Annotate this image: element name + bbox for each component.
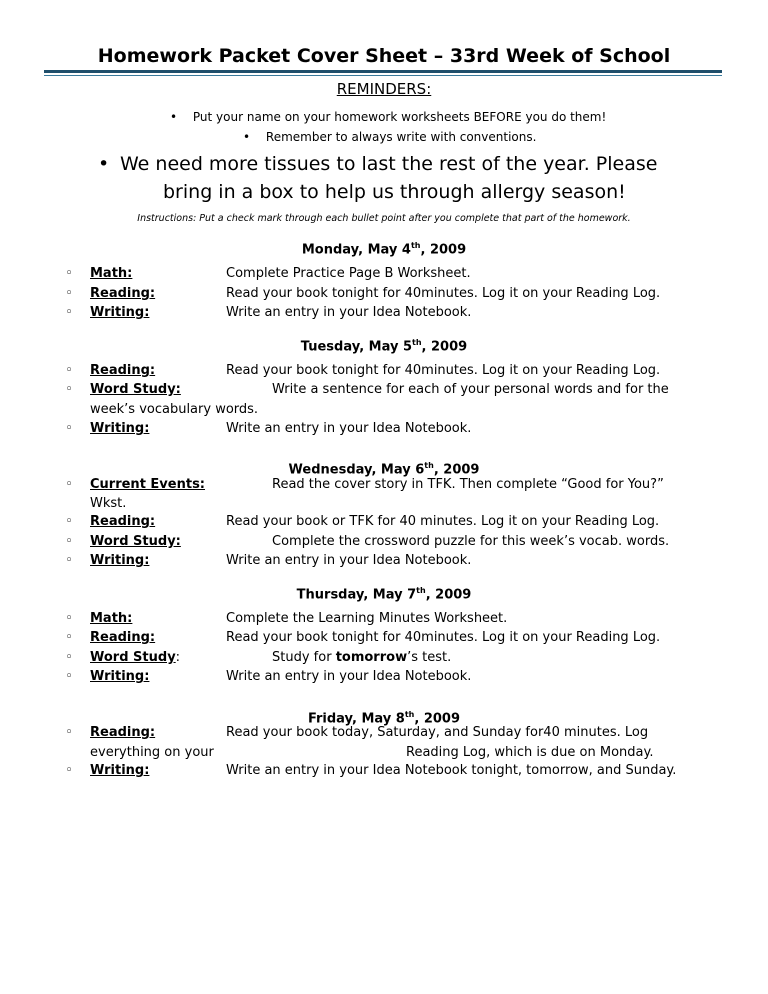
hollow-bullet-icon: ◦: [65, 421, 73, 436]
title-rule-thin: [44, 75, 722, 76]
title-rule-thick: [44, 70, 722, 73]
bullet-icon: •: [170, 110, 178, 124]
hollow-bullet-icon: ◦: [65, 763, 73, 778]
list-item-continuation: Wkst.: [90, 496, 127, 511]
hollow-bullet-icon: ◦: [65, 266, 73, 281]
day-heading-thursday: Thursday, May 7th, 2009: [296, 586, 472, 603]
list-item-continuation: week’s vocabulary words.: [90, 402, 259, 417]
reminders-heading: REMINDERS:: [336, 80, 432, 98]
hollow-bullet-icon: ◦: [65, 553, 73, 568]
hollow-bullet-icon: ◦: [65, 382, 73, 397]
day-heading-monday: Monday, May 4th, 2009: [301, 241, 467, 258]
hollow-bullet-icon: ◦: [65, 725, 73, 740]
hollow-bullet-icon: ◦: [65, 286, 73, 301]
hollow-bullet-icon: ◦: [65, 669, 73, 684]
hollow-bullet-icon: ◦: [65, 363, 73, 378]
bullet-icon: •: [98, 153, 110, 175]
list-item-continuation: Reading Log, which is due on Monday.: [406, 745, 654, 760]
hollow-bullet-icon: ◦: [65, 611, 73, 626]
hollow-bullet-icon: ◦: [65, 650, 73, 665]
bullet-icon: •: [243, 130, 251, 144]
reminder-item: • Remember to always write with conventions.: [243, 130, 537, 144]
hollow-bullet-icon: ◦: [65, 305, 73, 320]
hollow-bullet-icon: ◦: [65, 630, 73, 645]
day-heading-tuesday: Tuesday, May 5th, 2009: [300, 338, 468, 355]
hollow-bullet-icon: ◦: [65, 514, 73, 529]
day-heading-wednesday: Wednesday, May 6th, 2009: [288, 461, 480, 478]
instructions-text: Instructions: Put a check mark through each bullet point after you complete that part of the homework.: [137, 213, 631, 224]
list-item-continuation: everything on your: [90, 745, 214, 760]
hollow-bullet-icon: ◦: [65, 477, 73, 492]
reminder-item: • Put your name on your homework worksheets BEFORE you do them!: [170, 110, 607, 124]
day-heading-friday: Friday, May 8th, 2009: [307, 710, 461, 727]
page-title: Homework Packet Cover Sheet – 33rd Week of School: [97, 45, 671, 67]
hollow-bullet-icon: ◦: [65, 534, 73, 549]
